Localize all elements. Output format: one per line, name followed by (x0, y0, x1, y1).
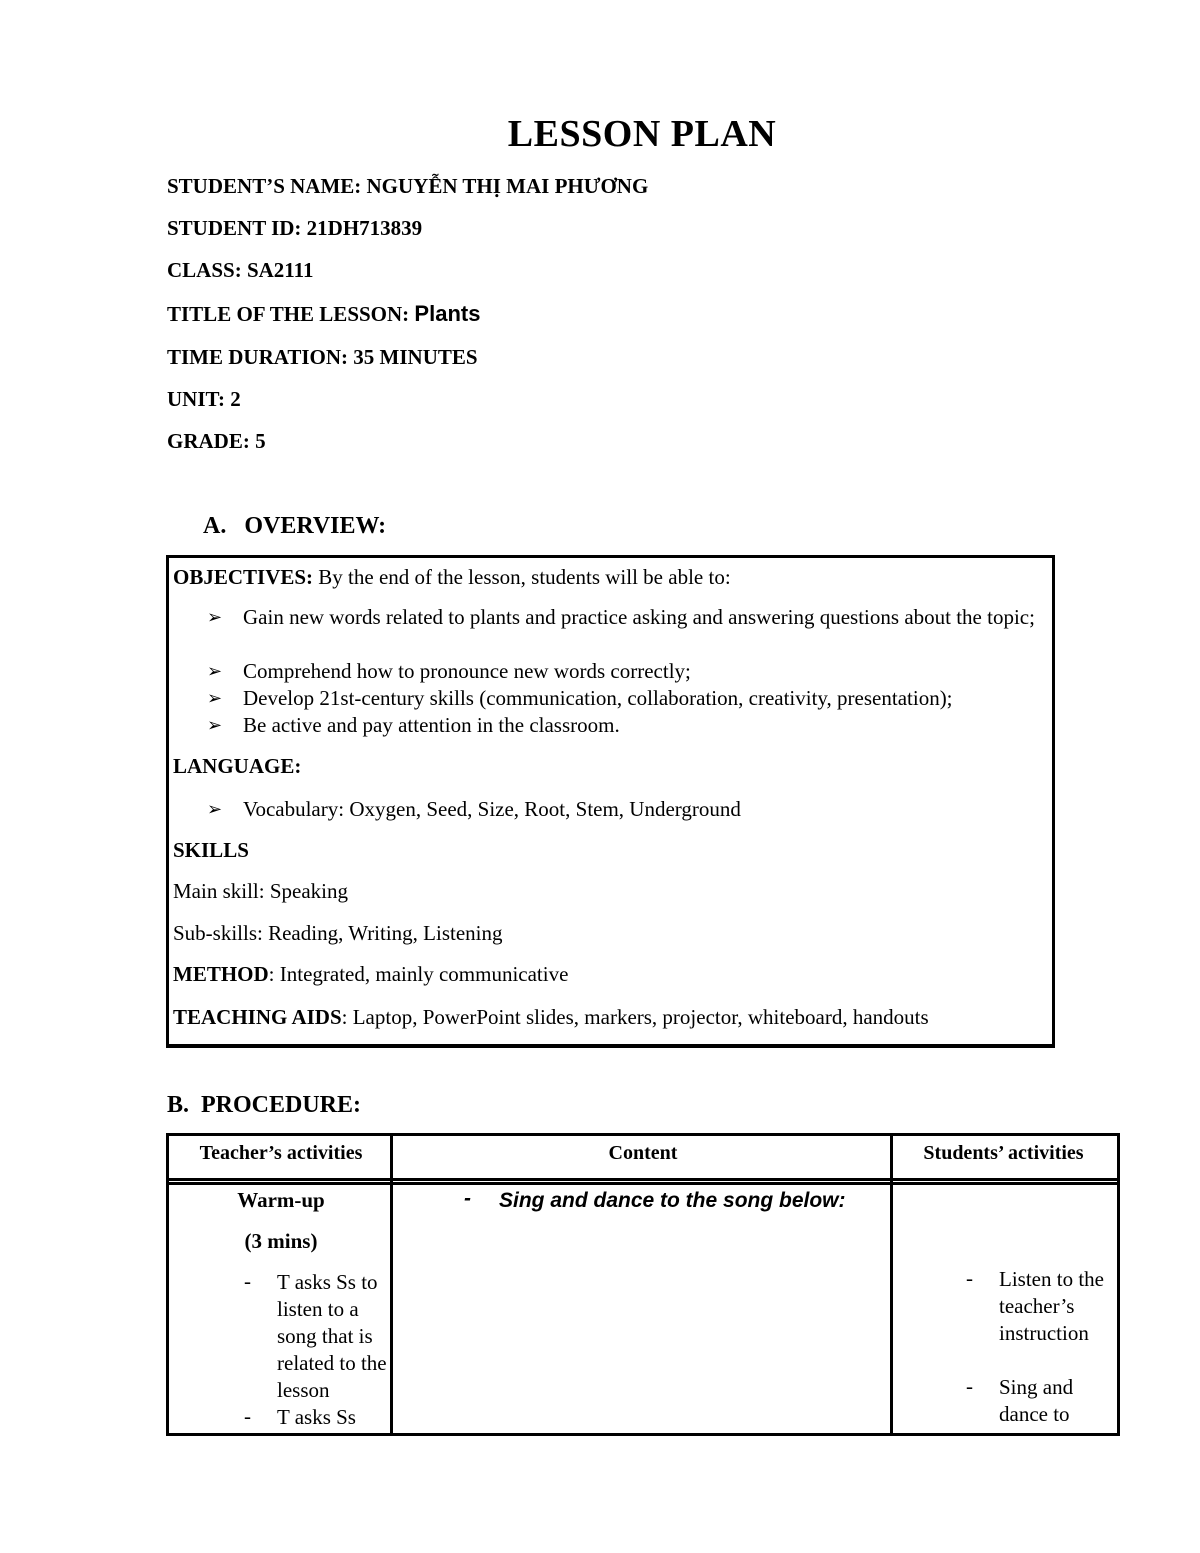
sub-skills: Sub-skills: Reading, Writing, Listening (173, 921, 503, 945)
stage-name: Warm-up (237, 1188, 325, 1212)
objective-text: Be active and pay attention in the classroom. (243, 713, 620, 737)
arrow-bullet-icon: ➢ (207, 715, 223, 736)
language-label-text: LANGUAGE: (173, 754, 302, 778)
skills-label-text: SKILLS (173, 838, 249, 862)
method-line (173, 962, 568, 987)
stage-time: (3 mins) (244, 1229, 318, 1253)
main-skill: Main skill: Speaking (173, 879, 348, 903)
dash-bullet: - (966, 1266, 973, 1290)
overview-box (166, 555, 1055, 1048)
document-title: LESSON PLAN (507, 113, 777, 155)
grade-line: GRADE: 5 (167, 429, 266, 453)
objectives-label: OBJECTIVES: (173, 565, 314, 589)
dash-bullet: - (244, 1269, 251, 1293)
method-label: METHOD (173, 962, 269, 986)
objectives-line (173, 565, 731, 590)
objective-text: Comprehend how to pronounce new words correctly; (243, 659, 691, 683)
lesson-title-line (167, 301, 480, 327)
dash-bullet: - (966, 1374, 973, 1398)
student-id: STUDENT ID: 21DH713839 (167, 216, 423, 240)
header-divider (169, 1182, 1117, 1185)
method-value: : Integrated, mainly communicative (268, 962, 569, 986)
skills-label (173, 838, 249, 863)
teacher-item: T asks Ss to listen to a song that is related to the lesson (277, 1270, 387, 1402)
teaching-aids-label: TEACHING AIDS (173, 1005, 342, 1029)
teaching-aids-line (173, 1005, 929, 1030)
dash-bullet: - (464, 1187, 471, 1210)
arrow-bullet-icon: ➢ (207, 799, 223, 820)
dash-bullet: - (244, 1404, 251, 1428)
arrow-bullet-icon: ➢ (207, 607, 223, 628)
student-item: Listen to the teacher’s instruction (999, 1267, 1104, 1345)
procedure-heading: B. PROCEDURE: (167, 1092, 362, 1118)
student-name: STUDENT’S NAME: NGUYỄN THỊ MAI PHƯƠNG (167, 174, 649, 198)
lesson-title-label: TITLE OF THE LESSON: (167, 302, 415, 326)
objectives-intro: By the end of the lesson, students will be able to: (313, 565, 731, 589)
overview-heading: A. OVERVIEW: (203, 513, 387, 539)
class-line: CLASS: SA2111 (167, 258, 314, 282)
teacher-item: T asks Ss (277, 1405, 356, 1429)
arrow-bullet-icon: ➢ (207, 661, 223, 682)
objective-text: Gain new words related to plants and practice asking and answering questions about the topic; (243, 605, 1035, 629)
header-teacher: Teacher’s activities (199, 1142, 363, 1164)
procedure-table (166, 1133, 1120, 1436)
language-label (173, 754, 301, 779)
lesson-title-value: Plants (414, 301, 481, 326)
teaching-aids-value: : Laptop, PowerPoint slides, markers, projector, whiteboard, handouts (341, 1005, 929, 1029)
header-content: Content (608, 1142, 678, 1164)
unit-line: UNIT: 2 (167, 387, 241, 411)
vocabulary-text: Vocabulary: Oxygen, Seed, Size, Root, Stem, Underground (243, 797, 741, 821)
content-item: Sing and dance to the song below: (499, 1189, 846, 1212)
student-item: Sing and dance to (999, 1375, 1074, 1426)
header-divider (169, 1178, 1117, 1181)
time-duration: TIME DURATION: 35 MINUTES (167, 345, 478, 369)
arrow-bullet-icon: ➢ (207, 688, 223, 709)
header-students: Students’ activities (923, 1142, 1084, 1164)
objective-text: Develop 21st-century skills (communication, collaboration, creativity, presentation); (243, 686, 953, 710)
